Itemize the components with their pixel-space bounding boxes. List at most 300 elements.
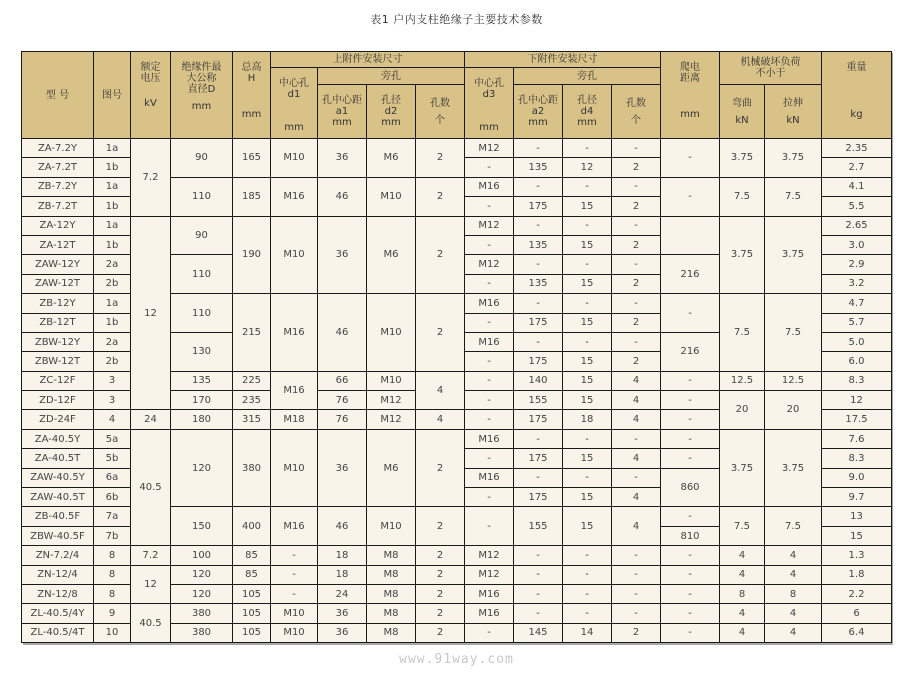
cell-d1: - <box>271 565 318 584</box>
cell-weight: 6.0 <box>822 352 892 371</box>
cell-model: ZBW-40.5F <box>22 526 94 545</box>
cell-figure: 1a <box>94 177 131 196</box>
cell-weight: 5.5 <box>822 197 892 216</box>
cell-figure: 3 <box>94 391 131 410</box>
cell-n2: - <box>612 139 661 158</box>
cell-bending: 8 <box>720 584 765 603</box>
cell-d4: 18 <box>563 410 612 429</box>
cell-a1: 18 <box>318 565 367 584</box>
cell-tension: 7.5 <box>765 294 822 372</box>
cell-weight: 7.6 <box>822 429 892 448</box>
cell-d4: 15 <box>563 235 612 254</box>
cell-height: 315 <box>233 410 271 429</box>
cell-creepage: - <box>661 565 720 584</box>
cell-d3: M16 <box>465 584 514 603</box>
cell-a1: 66 <box>318 371 367 390</box>
cell-weight: 3.2 <box>822 274 892 293</box>
cell-figure: 1b <box>94 158 131 177</box>
cell-height: 190 <box>233 216 271 294</box>
cell-d2: M10 <box>367 294 416 372</box>
cell-diameter: 180 <box>171 410 233 429</box>
cell-n2: - <box>612 546 661 565</box>
cell-model: ZBW-12Y <box>22 332 94 351</box>
cell-creepage: - <box>661 177 720 216</box>
cell-d4: 15 <box>563 274 612 293</box>
cell-n1: 2 <box>416 216 465 294</box>
cell-d1: - <box>271 546 318 565</box>
table-title: 表1 户内支柱绝缘子主要技术参数 <box>370 13 543 26</box>
cell-n1: 2 <box>416 546 465 565</box>
cell-a1: 46 <box>318 294 367 372</box>
header-model: 型 号 <box>22 52 94 139</box>
cell-d4: - <box>563 332 612 351</box>
cell-a2: - <box>514 584 563 603</box>
cell-a2: - <box>514 255 563 274</box>
cell-d3: M12 <box>465 255 514 274</box>
cell-a1: 36 <box>318 216 367 294</box>
cell-d3: M16 <box>465 468 514 487</box>
header-creepage: 爬电 距离 mm <box>661 52 720 139</box>
cell-height: 85 <box>233 565 271 584</box>
cell-d3: - <box>465 313 514 332</box>
cell-d3: M16 <box>465 604 514 623</box>
cell-n2: 2 <box>612 352 661 371</box>
cell-d4: 15 <box>563 313 612 332</box>
cell-model: ZD-24F <box>22 410 94 429</box>
cell-figure: 1a <box>94 294 131 313</box>
cell-weight: 2.65 <box>822 216 892 235</box>
cell-bending: 4 <box>720 604 765 623</box>
cell-n1: 2 <box>416 294 465 372</box>
cell-creepage: - <box>661 623 720 642</box>
cell-n2: 4 <box>612 371 661 390</box>
cell-n2: 4 <box>612 391 661 410</box>
cell-a2: 135 <box>514 158 563 177</box>
cell-creepage: - <box>661 429 720 448</box>
cell-figure: 7a <box>94 507 131 526</box>
cell-n2: - <box>612 565 661 584</box>
cell-d3: M12 <box>465 565 514 584</box>
cell-d3: M16 <box>465 294 514 313</box>
cell-d1: M16 <box>271 177 318 216</box>
cell-height: 185 <box>233 177 271 216</box>
cell-d4: 14 <box>563 623 612 642</box>
cell-weight: 1.8 <box>822 565 892 584</box>
cell-d4: 15 <box>563 507 612 546</box>
cell-a2: - <box>514 468 563 487</box>
cell-creepage: 860 <box>661 468 720 507</box>
cell-d3: - <box>465 235 514 254</box>
cell-creepage: - <box>661 604 720 623</box>
cell-height: 215 <box>233 294 271 372</box>
cell-a2: 155 <box>514 391 563 410</box>
cell-voltage: 40.5 <box>131 604 171 643</box>
cell-tension: 8 <box>765 584 822 603</box>
cell-n1: 4 <box>416 371 465 410</box>
cell-n2: - <box>612 332 661 351</box>
header-bending: 弯曲 kN <box>720 85 765 139</box>
cell-creepage: - <box>661 546 720 565</box>
cell-figure: 1b <box>94 197 131 216</box>
cell-d3: - <box>465 391 514 410</box>
cell-bending: 7.5 <box>720 507 765 546</box>
cell-d1: M10 <box>271 216 318 294</box>
cell-n2: 2 <box>612 274 661 293</box>
cell-n2: 2 <box>612 158 661 177</box>
cell-n2: 2 <box>612 235 661 254</box>
table-row <box>22 604 892 623</box>
cell-model: ZB-12T <box>22 313 94 332</box>
cell-creepage: 810 <box>661 526 720 545</box>
cell-figure: 7b <box>94 526 131 545</box>
cell-weight: 1.3 <box>822 546 892 565</box>
cell-d4: - <box>563 584 612 603</box>
header-d2: 孔径 d2 mm <box>367 85 416 139</box>
cell-bending: 3.75 <box>720 216 765 294</box>
cell-d3: - <box>465 507 514 546</box>
header-n2: 孔数 个 <box>612 85 661 139</box>
cell-a2: 155 <box>514 507 563 546</box>
cell-tension: 12.5 <box>765 371 822 390</box>
cell-creepage: 216 <box>661 332 720 371</box>
cell-figure: 8 <box>94 584 131 603</box>
cell-weight: 2.2 <box>822 584 892 603</box>
cell-height: 380 <box>233 429 271 507</box>
cell-n2: 2 <box>612 313 661 332</box>
cell-n2: - <box>612 468 661 487</box>
cell-model: ZN-12/8 <box>22 584 94 603</box>
cell-d4: - <box>563 294 612 313</box>
cell-height: 235 <box>233 391 271 410</box>
cell-figure: 2b <box>94 352 131 371</box>
cell-d3: - <box>465 274 514 293</box>
insulator-spec-table <box>21 51 892 643</box>
cell-n2: - <box>612 177 661 196</box>
cell-d1: M10 <box>271 139 318 178</box>
cell-n2: 4 <box>612 507 661 546</box>
cell-height: 400 <box>233 507 271 546</box>
cell-n1: 2 <box>416 177 465 216</box>
cell-model: ZN-12/4 <box>22 565 94 584</box>
cell-tension: 3.75 <box>765 139 822 178</box>
cell-weight: 13 <box>822 507 892 526</box>
header-a2: 孔中心距 a2 mm <box>514 85 563 139</box>
header-d4: 孔径 d4 mm <box>563 85 612 139</box>
cell-d2: M8 <box>367 584 416 603</box>
cell-creepage: - <box>661 410 720 429</box>
cell-a1: 36 <box>318 429 367 507</box>
cell-a1: 76 <box>318 391 367 410</box>
cell-creepage: - <box>661 507 720 526</box>
cell-n1: 2 <box>416 565 465 584</box>
cell-d2: M8 <box>367 604 416 623</box>
cell-creepage: - <box>661 371 720 390</box>
cell-d1: M10 <box>271 604 318 623</box>
cell-d3: M12 <box>465 546 514 565</box>
cell-n1: 2 <box>416 584 465 603</box>
cell-tension: 4 <box>765 546 822 565</box>
cell-d3: - <box>465 352 514 371</box>
cell-bending: 4 <box>720 623 765 642</box>
cell-model: ZN-7.2/4 <box>22 546 94 565</box>
cell-tension: 4 <box>765 604 822 623</box>
cell-d4: - <box>563 177 612 196</box>
cell-d4: - <box>563 216 612 235</box>
spec-table-container <box>21 51 891 643</box>
header-voltage: 额定 电压 kV <box>131 52 171 139</box>
cell-diameter: 90 <box>171 216 233 255</box>
cell-d2: M10 <box>367 507 416 546</box>
cell-a1: 46 <box>318 177 367 216</box>
cell-weight: 9.0 <box>822 468 892 487</box>
cell-weight: 2.35 <box>822 139 892 158</box>
cell-model: ZBW-12T <box>22 352 94 371</box>
cell-model: ZA-12T <box>22 235 94 254</box>
cell-height: 225 <box>233 371 271 390</box>
cell-d2: M12 <box>367 391 416 410</box>
cell-n1: 2 <box>416 604 465 623</box>
cell-a2: - <box>514 294 563 313</box>
cell-tension: 3.75 <box>765 429 822 507</box>
header-upper-side-hole: 旁孔 <box>318 68 465 85</box>
cell-weight: 17.5 <box>822 410 892 429</box>
cell-d2: M6 <box>367 139 416 178</box>
cell-figure: 2b <box>94 274 131 293</box>
cell-a2: 140 <box>514 371 563 390</box>
cell-d3: M16 <box>465 429 514 448</box>
cell-figure: 2a <box>94 255 131 274</box>
cell-bending: 12.5 <box>720 371 765 390</box>
cell-diameter: 110 <box>171 294 233 333</box>
cell-d4: 15 <box>563 449 612 468</box>
cell-creepage: - <box>661 449 720 468</box>
cell-diameter: 120 <box>171 584 233 603</box>
cell-model: ZAW-12T <box>22 274 94 293</box>
cell-model: ZAW-12Y <box>22 255 94 274</box>
cell-a1: 36 <box>318 604 367 623</box>
cell-a2: 175 <box>514 410 563 429</box>
cell-weight: 5.0 <box>822 332 892 351</box>
cell-model: ZB-7.2Y <box>22 177 94 196</box>
cell-d1: M18 <box>271 410 318 429</box>
cell-d3: M16 <box>465 177 514 196</box>
cell-d3: - <box>465 488 514 507</box>
cell-d3: - <box>465 410 514 429</box>
cell-bending: 3.75 <box>720 429 765 507</box>
cell-figure: 6a <box>94 468 131 487</box>
cell-model: ZA-7.2Y <box>22 139 94 158</box>
cell-d3: M12 <box>465 216 514 235</box>
cell-weight: 6 <box>822 604 892 623</box>
cell-weight: 5.7 <box>822 313 892 332</box>
cell-figure: 1a <box>94 139 131 158</box>
cell-weight: 8.3 <box>822 371 892 390</box>
cell-bending: 4 <box>720 565 765 584</box>
cell-a2: - <box>514 177 563 196</box>
cell-d4: - <box>563 546 612 565</box>
cell-d2: M8 <box>367 546 416 565</box>
cell-height: 165 <box>233 139 271 178</box>
cell-diameter: 90 <box>171 139 233 178</box>
header-n1: 孔数 个 <box>416 85 465 139</box>
header-d1: 中心孔 d1 mm <box>271 68 318 139</box>
cell-weight: 3.0 <box>822 235 892 254</box>
cell-figure: 4 <box>94 410 131 429</box>
cell-a2: 135 <box>514 274 563 293</box>
cell-n2: - <box>612 429 661 448</box>
cell-d4: 15 <box>563 391 612 410</box>
cell-voltage: 12 <box>131 565 171 604</box>
cell-diameter: 100 <box>171 546 233 565</box>
cell-figure: 10 <box>94 623 131 642</box>
header-upper-group: 上附件安装尺寸 <box>271 52 465 68</box>
cell-n2: - <box>612 604 661 623</box>
cell-figure: 9 <box>94 604 131 623</box>
cell-model: ZB-40.5F <box>22 507 94 526</box>
cell-figure: 6b <box>94 488 131 507</box>
cell-diameter: 135 <box>171 371 233 390</box>
cell-a2: - <box>514 332 563 351</box>
cell-a2: - <box>514 139 563 158</box>
cell-n1: 2 <box>416 139 465 178</box>
cell-voltage: 7.2 <box>131 546 171 565</box>
cell-d4: 15 <box>563 197 612 216</box>
cell-creepage <box>661 216 720 255</box>
cell-d2: M8 <box>367 565 416 584</box>
cell-a1: 76 <box>318 410 367 429</box>
cell-weight: 2.9 <box>822 255 892 274</box>
cell-diameter: 130 <box>171 332 233 371</box>
cell-voltage: 12 <box>131 216 171 410</box>
cell-a2: 145 <box>514 623 563 642</box>
cell-a2: 175 <box>514 449 563 468</box>
cell-a1: 46 <box>318 507 367 546</box>
table-row <box>22 216 892 235</box>
cell-model: ZAW-40.5T <box>22 488 94 507</box>
cell-a2: - <box>514 565 563 584</box>
cell-weight: 8.3 <box>822 449 892 468</box>
cell-a2: 175 <box>514 197 563 216</box>
cell-tension: 20 <box>765 391 822 430</box>
cell-weight: 2.7 <box>822 158 892 177</box>
cell-d3: - <box>465 158 514 177</box>
cell-model: ZL-40.5/4Y <box>22 604 94 623</box>
cell-model: ZAW-40.5Y <box>22 468 94 487</box>
cell-d3: - <box>465 449 514 468</box>
cell-a2: 175 <box>514 352 563 371</box>
cell-a2: 175 <box>514 313 563 332</box>
cell-d1: M10 <box>271 429 318 507</box>
cell-voltage: 40.5 <box>131 429 171 545</box>
table-row <box>22 429 892 448</box>
cell-d1: - <box>271 584 318 603</box>
cell-creepage: - <box>661 391 720 410</box>
cell-bending: 7.5 <box>720 294 765 372</box>
cell-model: ZB-7.2T <box>22 197 94 216</box>
cell-a2: 175 <box>514 488 563 507</box>
cell-bending: 7.5 <box>720 177 765 216</box>
cell-d4: - <box>563 429 612 448</box>
cell-model: ZB-12Y <box>22 294 94 313</box>
cell-d4: 12 <box>563 158 612 177</box>
cell-d1: M10 <box>271 623 318 642</box>
cell-d4: 15 <box>563 371 612 390</box>
header-figure: 图号 <box>94 52 131 139</box>
cell-weight: 15 <box>822 526 892 545</box>
cell-n2: 4 <box>612 488 661 507</box>
cell-model: ZL-40.5/4T <box>22 623 94 642</box>
cell-n2: 4 <box>612 410 661 429</box>
cell-diameter: 380 <box>171 604 233 623</box>
cell-d4: - <box>563 468 612 487</box>
cell-n1: 2 <box>416 429 465 507</box>
cell-n2: - <box>612 255 661 274</box>
cell-d2: M10 <box>367 177 416 216</box>
cell-figure: 2a <box>94 332 131 351</box>
cell-figure: 3 <box>94 371 131 390</box>
header-lower-side-hole: 旁孔 <box>514 68 661 85</box>
cell-d1: M16 <box>271 507 318 546</box>
header-mech-load: 机械破坏负荷 不小于 <box>720 52 822 85</box>
cell-n1: 4 <box>416 410 465 429</box>
header-a1: 孔中心距 a1 mm <box>318 85 367 139</box>
cell-figure: 5b <box>94 449 131 468</box>
cell-height: 105 <box>233 623 271 642</box>
cell-model: ZA-12Y <box>22 216 94 235</box>
cell-a1: 18 <box>318 546 367 565</box>
cell-creepage: - <box>661 584 720 603</box>
cell-bending: 4 <box>720 546 765 565</box>
cell-n1: 2 <box>416 507 465 546</box>
cell-n2: 2 <box>612 197 661 216</box>
cell-d2: M6 <box>367 216 416 294</box>
cell-creepage: - <box>661 139 720 178</box>
cell-height: 105 <box>233 584 271 603</box>
cell-n1: 2 <box>416 623 465 642</box>
cell-d4: 15 <box>563 488 612 507</box>
cell-d1: M16 <box>271 371 318 410</box>
table-row <box>22 139 892 158</box>
cell-figure: 1b <box>94 313 131 332</box>
cell-height: 105 <box>233 604 271 623</box>
cell-creepage: 216 <box>661 255 720 294</box>
cell-d4: - <box>563 139 612 158</box>
cell-bending: 20 <box>720 391 765 430</box>
cell-height: 85 <box>233 546 271 565</box>
cell-d1: M16 <box>271 294 318 372</box>
cell-d3: - <box>465 623 514 642</box>
cell-model: ZC-12F <box>22 371 94 390</box>
cell-voltage: 24 <box>131 410 171 429</box>
cell-creepage: - <box>661 294 720 333</box>
cell-model: ZA-40.5Y <box>22 429 94 448</box>
cell-d3: - <box>465 371 514 390</box>
cell-weight: 9.7 <box>822 488 892 507</box>
header-diameter: 绝缘件最 大公称 直径D mm <box>171 52 233 139</box>
cell-d2: M8 <box>367 623 416 642</box>
table-row <box>22 565 892 584</box>
table-row <box>22 546 892 565</box>
cell-a2: - <box>514 546 563 565</box>
cell-diameter: 170 <box>171 391 233 410</box>
cell-d2: M10 <box>367 371 416 390</box>
cell-a1: 36 <box>318 623 367 642</box>
cell-model: ZD-12F <box>22 391 94 410</box>
cell-diameter: 110 <box>171 255 233 294</box>
header-tension: 拉伸 kN <box>765 85 822 139</box>
header-lower-group: 下附件安装尺寸 <box>465 52 661 68</box>
cell-tension: 4 <box>765 623 822 642</box>
